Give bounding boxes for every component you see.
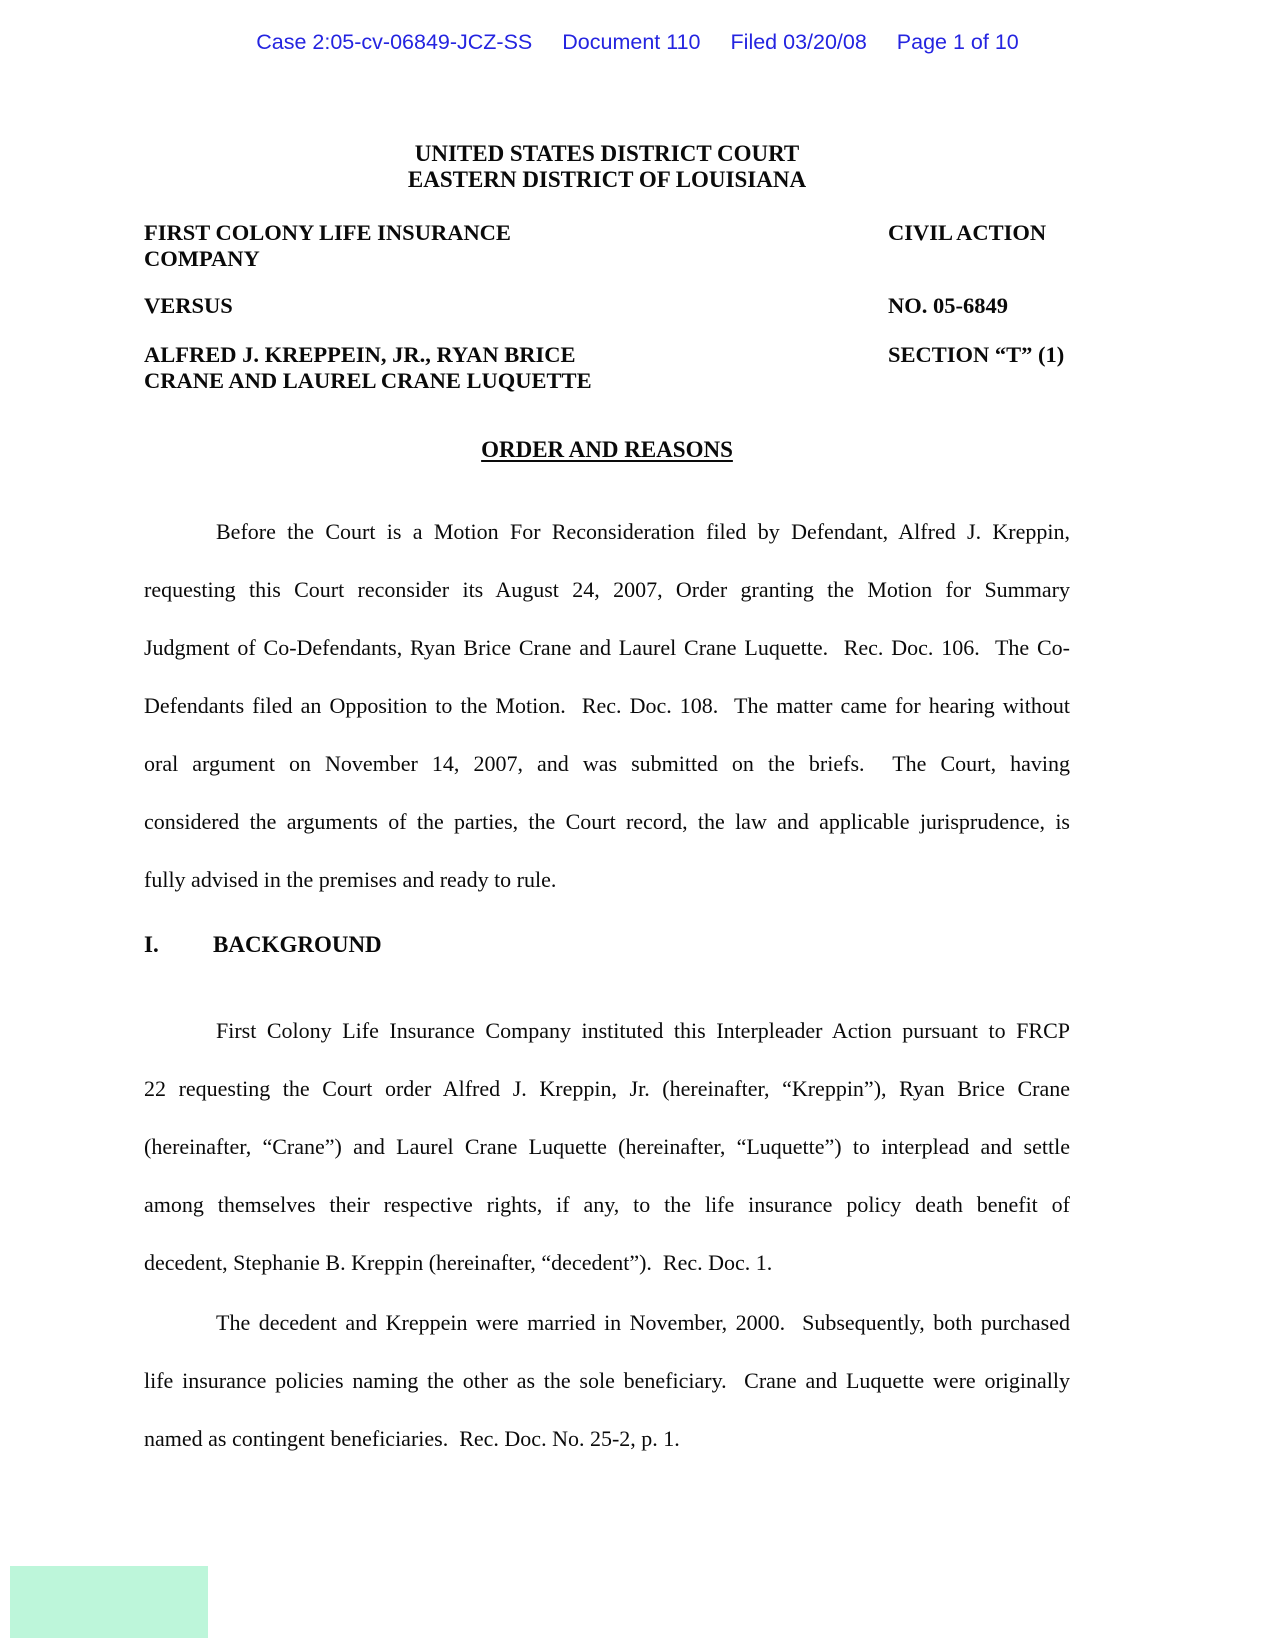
caption-row-defendants xyxy=(144,342,1070,394)
ecf-stamp-header xyxy=(0,28,1275,56)
section-heading-background xyxy=(144,930,1070,960)
highlight-rectangle xyxy=(10,1566,208,1638)
stamp-page-number: Page 1 of 10 xyxy=(896,30,1019,54)
body-line: decedent, Stephanie B. Kreppin (hereinafter, “decedent”). Rec. Doc. 1. xyxy=(144,1250,773,1275)
plaintiff-name-line2: COMPANY xyxy=(144,246,260,271)
body-line: considered the arguments of the parties, the Court record, the law and applicable jurisprudence, is xyxy=(144,809,1070,834)
stamp-document-number: Document 110 xyxy=(562,30,701,54)
stamp-case-number: Case 2:05-cv-06849-JCZ-SS xyxy=(256,30,533,54)
document-title xyxy=(144,436,1070,464)
body-line: named as contingent beneficiaries. Rec. Doc. No. 25-2, p. 1. xyxy=(144,1426,680,1451)
section-number: I. xyxy=(144,932,159,957)
defendants-name-line1: ALFRED J. KREPPEIN, JR., RYAN BRICE xyxy=(144,342,576,367)
caption-row-versus xyxy=(144,293,1070,319)
court-name-line1: UNITED STATES DISTRICT COURT xyxy=(414,141,800,166)
caption-row-plaintiff xyxy=(144,220,1070,272)
paragraph-3 xyxy=(144,1294,1070,1468)
body-line: 22 requesting the Court order Alfred J. Kreppin, Jr. (hereinafter, “Kreppin”), Ryan Brice Crane xyxy=(144,1076,1070,1101)
body-line: oral argument on November 14, 2007, and was submitted on the briefs. The Court, having xyxy=(144,751,1070,776)
body-line: First Colony Life Insurance Company instituted this Interpleader Action pursuant to FRCP xyxy=(216,1018,1070,1043)
paragraph-2 xyxy=(144,1002,1070,1292)
body-line: among themselves their respective rights, if any, to the life insurance policy death benefit of xyxy=(144,1192,1070,1217)
court-name-line2: EASTERN DISTRICT OF LOUISIANA xyxy=(407,167,807,192)
body-line: Judgment of Co-Defendants, Ryan Brice Crane and Laurel Crane Luquette. Rec. Doc. 106. The Co- xyxy=(144,635,1070,660)
body-line: fully advised in the premises and ready to rule. xyxy=(144,867,557,892)
paragraph-1 xyxy=(144,503,1070,909)
body-line: The decedent and Kreppein were married in November, 2000. Subsequently, both purchased xyxy=(216,1310,1070,1335)
body-line: Before the Court is a Motion For Reconsideration filed by Defendant, Alfred J. Kreppin, xyxy=(216,519,1070,544)
defendants-name-line2: CRANE AND LAUREL CRANE LUQUETTE xyxy=(144,368,592,393)
body-line: requesting this Court reconsider its August 24, 2007, Order granting the Motion for Summary xyxy=(144,577,1070,602)
body-line: Defendants filed an Opposition to the Motion. Rec. Doc. 108. The matter came for hearing without xyxy=(144,693,1070,718)
court-name xyxy=(144,141,1070,193)
case-number: NO. 05-6849 xyxy=(888,293,1008,318)
stamp-filed-date: Filed 03/20/08 xyxy=(730,30,867,54)
civil-action-label: CIVIL ACTION xyxy=(888,220,1047,245)
versus-label: VERSUS xyxy=(144,293,233,318)
body-line: life insurance policies naming the other as the sole beneficiary. Crane and Luquette were originally xyxy=(144,1368,1070,1393)
section-title: BACKGROUND xyxy=(213,932,382,957)
section-label: SECTION “T” (1) xyxy=(888,342,1065,367)
plaintiff-name-line1: FIRST COLONY LIFE INSURANCE xyxy=(144,220,511,245)
body-line: (hereinafter, “Crane”) and Laurel Crane Luquette (hereinafter, “Luquette”) to interplead and settle xyxy=(144,1134,1070,1159)
document-title-text: ORDER AND REASONS xyxy=(481,437,733,462)
